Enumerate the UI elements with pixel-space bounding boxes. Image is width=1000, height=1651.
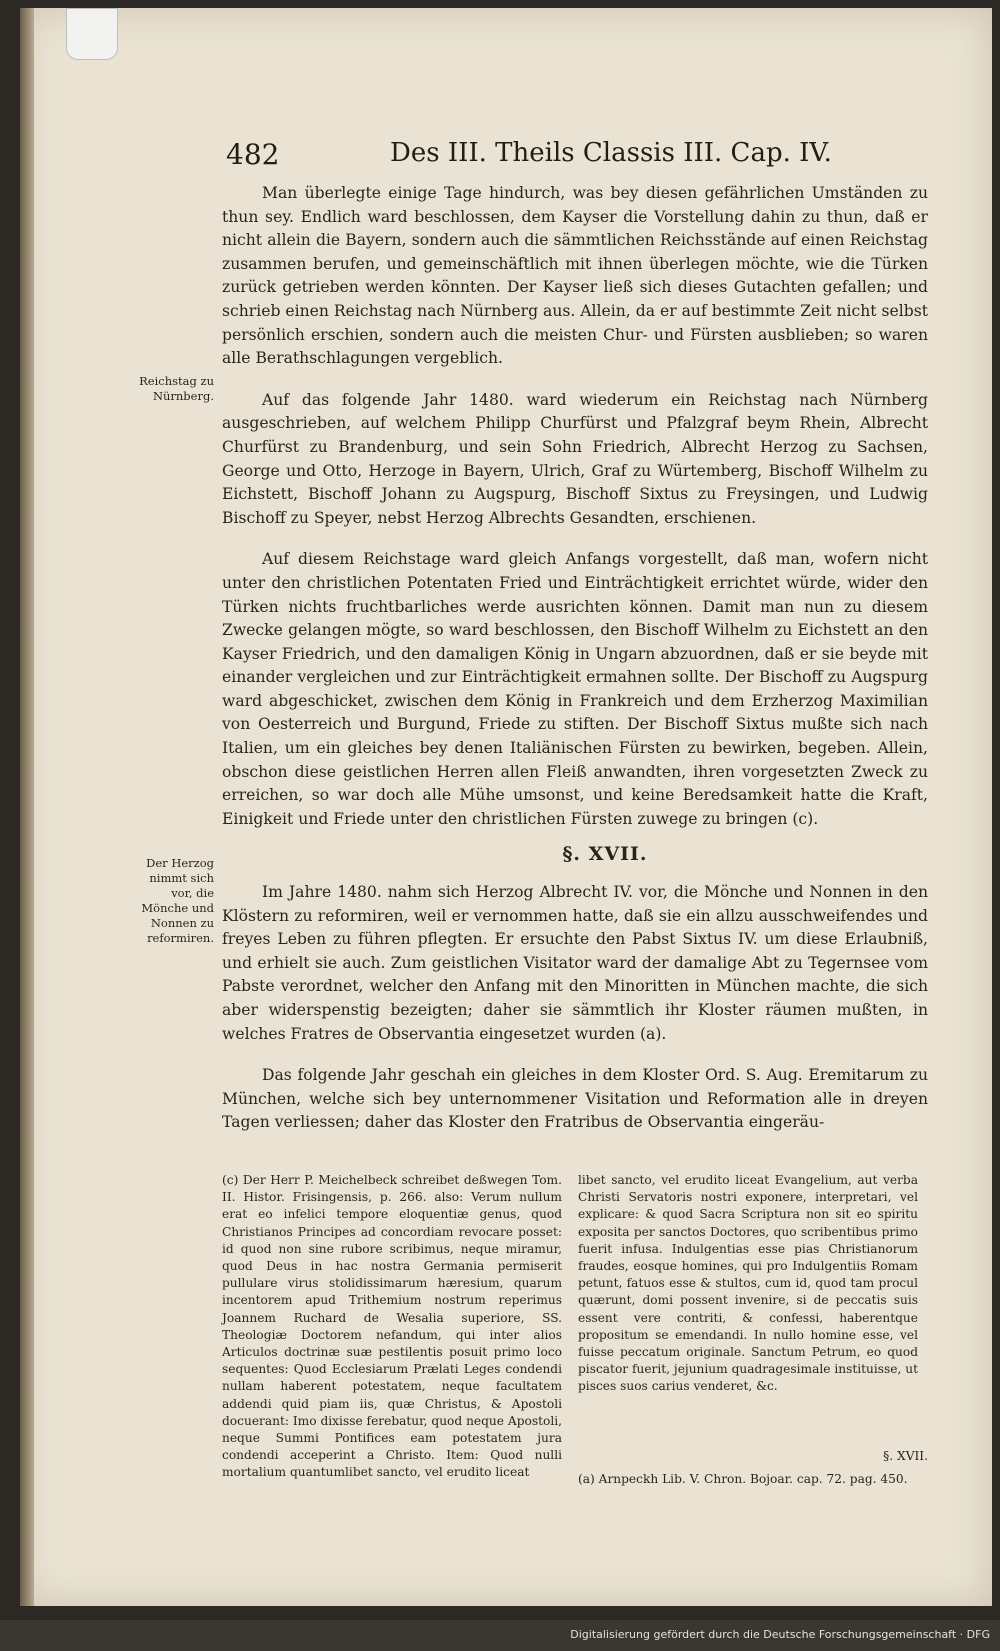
margin-note-herzog: Der Herzog nimmt sich vor, die Mönche und Nonnen zu reformiren.	[141, 856, 214, 945]
footnote-c-continued: libet sancto, vel erudito liceat Evangelium, aut verba Christi Servatoris nostri exponere, interpretari, vel explicare: & quod Sacra Scriptura non sit eo spiritu exposita per sanctos Doctores, quo scribentibus primo fuerit infusa. Indulgentias esse pias Christianorum fraudes, eosque homines, qui pro Indulgentiis Romam petunt, fatuos esse & stultos, cum id, quod tam procul quærunt, domi possent invenire, si de peccatis suis essent vere contriti, & confessi, haberentque propositum se emendandi. In nullo homine esse, vel fuisse peccatum originale. Sanctum Petrum, eo quod piscator fuerit, jejunium quadragesimale instituisse, ut pisces suos carius venderet, &c.	[578, 1173, 919, 1394]
bleed-through-text	[144, 270, 214, 283]
footnote-bottom	[578, 1442, 928, 1488]
paragraph: Im Jahre 1480. nahm sich Herzog Albrecht IV. vor, die Mönche und Nonnen in den Klöstern zu reformiren, weil er vernommen hatte, daß sie ein allzu ausschweifendes und freyes Leben zu führen pflegten. Er ersuchte den Pabst Sixtus IV. um diese Erlaubniß, und erhielt sie auch. Zum geistlichen Visitator ward der damalige Abt zu Tegernsee vom Pabste verordnet, welcher den Anfang mit den Minoritten in München machte, die sich aber widerspenstig bezeigten; daher sie sämmtlich ihr Kloster räumen mußten, in welches Fratres de Observantia eingesetzet wurden (a).	[222, 883, 928, 1043]
paragraph: Das folgende Jahr geschah ein gleiches in dem Kloster Ord. S. Aug. Eremitarum zu München, welche sich bey unternommener Visitation und Reformation alle in dreyen Tagen verliessen; daher das Kloster den Fratribus de Observantia eingeräu-	[222, 1066, 928, 1132]
paragraph: Auf das folgende Jahr 1480. ward wiederum ein Reichstag nach Nürnberg ausgeschrieben, auf welchem Philipp Churfürst und Pfalzgraf beym Rhein, Albrecht Churfürst zu Brandenburg, und sein Sohn Friedrich, Albrecht Herzog zu Sachsen, George und Otto, Herzoge in Bayern, Ulrich, Graf zu Würtemberg, Bischoff Wilhelm zu Eichstett, Bischoff Johann zu Augspurg, Bischoff Sixtus zu Freysingen, und Ludwig Bischoff zu Speyer, nebst Herzog Albrechts Gesandten, erschienen.	[222, 390, 928, 527]
paragraph: Auf diesem Reichstage ward gleich Anfangs vorgestellt, daß man, wofern nicht unter den christlichen Potentaten Fried und Einträchtigkeit errichtet würde, wider den Türken nichts fruchtbarliches werde ausrichten können. Damit man nun zu diesem Zwecke gelangen mögte, so ward beschlossen, den Bischoff Wilhelm zu Eichstett an den Kayser Friedrich, und den damaligen König in Ungarn abzuordnen, daß er sie beyde mit einander vergleichen und zur Einträchtigkeit ermahnen sollte. Der Bischoff zu Augspurg ward abgeschicket, zwischen dem König in Frankreich und dem Erzherzog Maximilian von Oesterreich und Burgund, Friede zu stiften. Der Bischoff Sixtus mußte sich nach Italien, um ein gleiches bey denen Italiänischen Fürsten zu bewirken, begeben. Allein, obschon diese geistlichen Herren allen Fleiß anwandten, ihren vorgesetzten Zweck zu erreichen, so war doch alle Mühe umsonst, und keine Beredsamkeit hatte die Kraft, Einigkeit und Friede unter den christlichen Fürsten zuwege zu bringen (c).	[222, 550, 928, 828]
page-header	[200, 138, 930, 180]
book-spine	[20, 8, 34, 1606]
footnote-column-left	[222, 1172, 562, 1482]
footnote-a: (a) Arnpeckh Lib. V. Chron. Bojoar. cap. 72. pag. 450.	[578, 1472, 908, 1487]
footnote-c: (c) Der Herr P. Meichelbeck schreibet deßwegen Tom. II. Histor. Frisingensis, p. 266. also: Verum nullum erat eo infelici tempore eloquentiæ genus, quod Christianos Principes ad concordiam revocare posset: id quod non sine rubore scribimus, neque miramur, quod Deus in hac nostra Germania permiserit pullulare virus stolidissimarum hæresium, quarum incentorem apud Trithemium nostrum reperimus Joannem Ruchard de Wesalia superiore, SS. Theologiæ Doctorem nefandum, qui inter alios Articulos doctrinæ suæ pestilentis posuit primo loco sequentes: Quod Ecclesiarum Prælati Leges condendi nullam haberent potestatem, neque facultatem addendi quid piam iis, quæ Christus, & Apostoli docuerant: Imo dixisse ferebatur, quod neque Apostoli, neque Summi Pontifices eam potestatem jura condendi acceperint a Christo. Item: Quod nulli mortalium quantumlibet sancto, vel erudito liceat	[222, 1173, 562, 1480]
running-head: Des III. Theils Classis III. Cap. IV.	[390, 138, 832, 168]
catchword: §. XVII.	[883, 1449, 928, 1463]
main-text	[222, 182, 928, 1153]
page-number: 482	[226, 138, 280, 171]
section-title: §. XVII.	[562, 843, 648, 866]
paragraph: Man überlegte einige Tage hindurch, was bey diesen gefährlichen Umständen zu thun sey. Endlich ward beschlossen, dem Kayser die Vorstellung dahin zu thun, daß er nicht allein die Bayern, sondern auch die sämmtlichen Reichsstände auf einen Reichstag zusammen berufen, und gemeinschäftlich mit ihnen überlegen möchte, wie die Türken zurück getrieben werden könnten. Der Kayser ließ sich dieses Gutachten gefallen; und schrieb einen Reichstag nach Nürnberg aus. Allein, da er auf bestimmte Zeit nicht selbst persönlich erschien, sondern auch die meisten Chur- und Fürsten ausblieben; so waren alle Berathschlagungen vergeblich.	[222, 184, 928, 368]
digitization-credit: Digitalisierung gefördert durch die Deutsche Forschungsgemeinschaft · DFG	[570, 1628, 990, 1641]
margin-note-reichstag: Reichstag zu Nürnberg.	[139, 374, 214, 403]
page-clip	[66, 8, 118, 60]
footnote-column-right	[578, 1172, 918, 1396]
